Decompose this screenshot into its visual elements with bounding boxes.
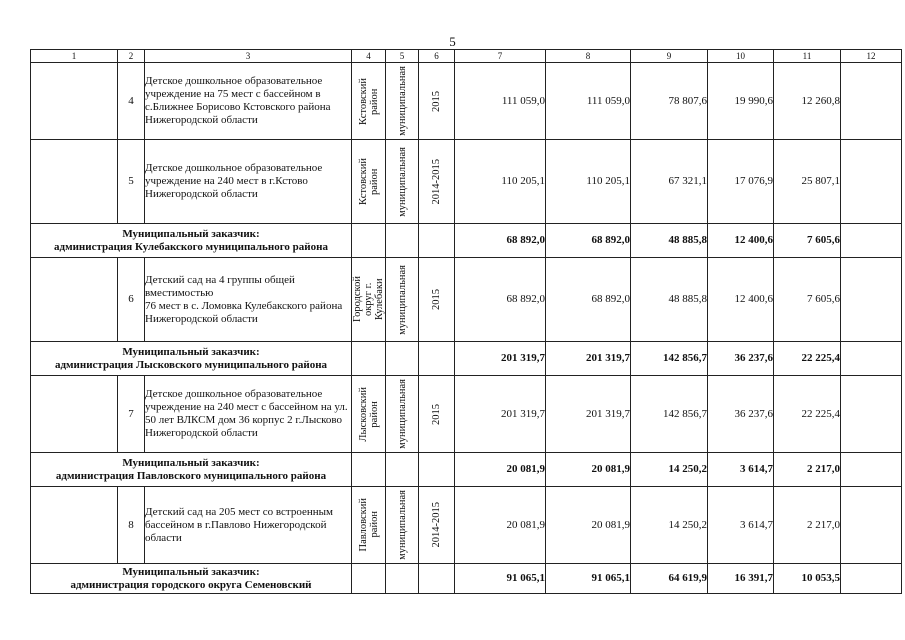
value-col10: 3 614,7: [708, 453, 774, 487]
district-cell: [352, 140, 386, 224]
value-col11: 2 217,0: [774, 487, 841, 564]
value-col10: 19 990,6: [708, 63, 774, 140]
value-col12: [841, 258, 902, 342]
column-number: 3: [145, 50, 352, 63]
object-name: Детский сад на 205 мест со встроенным бассейном в г.Павлово Нижегородской области: [145, 487, 352, 564]
value-col9: 142 856,7: [631, 376, 708, 453]
value-col12: [841, 487, 902, 564]
empty-cell: [386, 564, 419, 594]
value-col9: 48 885,8: [631, 258, 708, 342]
ownership-text: муниципальная: [396, 264, 408, 335]
empty-cell: [352, 564, 386, 594]
value-col8: 20 081,9: [546, 487, 631, 564]
years-cell: [419, 63, 455, 140]
value-col10: 12 400,6: [708, 224, 774, 258]
ownership-text: муниципальная: [396, 66, 408, 136]
empty-cell: [386, 342, 419, 376]
value-col11: 22 225,4: [774, 376, 841, 453]
value-col7: 68 892,0: [455, 258, 546, 342]
value-col8: 68 892,0: [546, 258, 631, 342]
row-number: 4: [118, 63, 145, 140]
years-cell: [419, 140, 455, 224]
client-label: [31, 453, 352, 487]
empty-cell: [31, 487, 118, 564]
client-name: администрация Кулебакского муниципального района: [54, 240, 328, 253]
empty-cell: [386, 224, 419, 258]
value-col7: 110 205,1: [455, 140, 546, 224]
column-number: 10: [708, 50, 774, 63]
value-col12: [841, 564, 902, 594]
district-text: Кстовский район: [357, 77, 380, 125]
value-col11: 12 260,8: [774, 63, 841, 140]
years-text: 2015: [431, 289, 442, 310]
ownership-cell: [386, 376, 419, 453]
column-number: 2: [118, 50, 145, 63]
ownership-cell: [386, 487, 419, 564]
years-text: 2015: [431, 403, 442, 425]
years-text: 2015: [431, 90, 442, 112]
client-heading: Муниципальный заказчик:: [122, 345, 260, 358]
budget-table: [30, 49, 902, 594]
value-col9: 142 856,7: [631, 342, 708, 376]
value-col11: 2 217,0: [774, 453, 841, 487]
page-number: 5: [449, 34, 456, 49]
value-col7: 68 892,0: [455, 224, 546, 258]
client-label: [31, 564, 352, 594]
value-col10: 36 237,6: [708, 342, 774, 376]
client-label: [31, 224, 352, 258]
years-text: 2014-2015: [431, 158, 442, 205]
table-row: [31, 140, 902, 224]
value-col9: 64 619,9: [631, 564, 708, 594]
row-number: 5: [118, 140, 145, 224]
value-col7: 111 059,0: [455, 63, 546, 140]
ownership-text: муниципальная: [396, 146, 408, 217]
district-cell: [352, 376, 386, 453]
value-col7: 20 081,9: [455, 453, 546, 487]
empty-cell: [352, 224, 386, 258]
column-number: 12: [841, 50, 902, 63]
value-col8: 111 059,0: [546, 63, 631, 140]
value-col10: 12 400,6: [708, 258, 774, 342]
empty-cell: [419, 342, 455, 376]
district-cell: [352, 63, 386, 140]
empty-cell: [386, 453, 419, 487]
client-heading: Муниципальный заказчик:: [122, 565, 260, 578]
empty-cell: [31, 140, 118, 224]
value-col11: 7 605,6: [774, 224, 841, 258]
value-col8: 91 065,1: [546, 564, 631, 594]
district-text: Лысковский район: [357, 386, 380, 442]
value-col9: 48 885,8: [631, 224, 708, 258]
value-col7: 20 081,9: [455, 487, 546, 564]
value-col12: [841, 63, 902, 140]
value-col11: 10 053,5: [774, 564, 841, 594]
value-col8: 201 319,7: [546, 342, 631, 376]
table-row: [31, 376, 902, 453]
years-text: 2014-2015: [431, 502, 442, 548]
object-name: Детское дошкольное образовательное учреждение на 75 мест с бассейном в с.Ближнее Борисово Кстовского района Нижегородской области: [145, 63, 352, 140]
column-number: 11: [774, 50, 841, 63]
column-number: 8: [546, 50, 631, 63]
value-col9: 14 250,2: [631, 453, 708, 487]
empty-cell: [31, 63, 118, 140]
district-text: Городской округ г. Кулебаки: [352, 276, 385, 323]
value-col12: [841, 342, 902, 376]
value-col10: 16 391,7: [708, 564, 774, 594]
value-col10: 17 076,9: [708, 140, 774, 224]
row-number: 6: [118, 258, 145, 342]
value-col11: 7 605,6: [774, 258, 841, 342]
value-col7: 201 319,7: [455, 342, 546, 376]
client-name: администрация Лысковского муниципального района: [54, 358, 328, 371]
empty-cell: [31, 258, 118, 342]
column-number: 9: [631, 50, 708, 63]
table-row: [31, 258, 902, 342]
value-col9: 67 321,1: [631, 140, 708, 224]
empty-cell: [352, 342, 386, 376]
client-label: [31, 342, 352, 376]
object-name: Детское дошкольное образовательное учреждение на 240 мест с бассейном на ул. 50 лет ВЛКСМ дом 36 корпус 2 г.Лысково Нижегородской области: [145, 376, 352, 453]
client-row: [31, 342, 902, 376]
empty-cell: [419, 564, 455, 594]
district-text: Павловский район: [357, 498, 380, 552]
years-cell: [419, 258, 455, 342]
empty-cell: [419, 224, 455, 258]
value-col12: [841, 140, 902, 224]
client-row: [31, 453, 902, 487]
value-col8: 110 205,1: [546, 140, 631, 224]
value-col7: 201 319,7: [455, 376, 546, 453]
client-heading: Муниципальный заказчик:: [122, 227, 260, 240]
value-col8: 68 892,0: [546, 224, 631, 258]
client-name: администрация Павловского муниципального района: [55, 469, 327, 482]
client-row: [31, 564, 902, 594]
value-col9: 78 807,6: [631, 63, 708, 140]
client-name: администрация городского округа Семеновский: [70, 578, 312, 591]
value-col7: 91 065,1: [455, 564, 546, 594]
client-heading: Муниципальный заказчик:: [122, 456, 260, 469]
row-number: 7: [118, 376, 145, 453]
column-number: 7: [455, 50, 546, 63]
value-col11: 22 225,4: [774, 342, 841, 376]
value-col10: 3 614,7: [708, 487, 774, 564]
district-cell: [352, 487, 386, 564]
column-number-row: [31, 50, 902, 63]
value-col11: 25 807,1: [774, 140, 841, 224]
column-number: 5: [386, 50, 419, 63]
ownership-cell: [386, 140, 419, 224]
value-col12: [841, 224, 902, 258]
value-col8: 20 081,9: [546, 453, 631, 487]
client-row: [31, 224, 902, 258]
column-number: 4: [352, 50, 386, 63]
empty-cell: [31, 376, 118, 453]
value-col12: [841, 376, 902, 453]
column-number: 6: [419, 50, 455, 63]
district-cell: [352, 258, 386, 342]
value-col9: 14 250,2: [631, 487, 708, 564]
years-cell: [419, 487, 455, 564]
ownership-cell: [386, 63, 419, 140]
table-row: [31, 487, 902, 564]
value-col10: 36 237,6: [708, 376, 774, 453]
ownership-text: муниципальная: [396, 379, 408, 449]
object-name: Детское дошкольное образовательное учреждение на 240 мест в г.Кстово Нижегородской области: [145, 140, 352, 224]
object-name: Детский сад на 4 группы общей вместимостью 76 мест в с. Ломовка Кулебакского района Нижегородской области: [145, 258, 352, 342]
ownership-cell: [386, 258, 419, 342]
column-number: 1: [31, 50, 118, 63]
district-text: Кстовский район: [357, 158, 380, 205]
years-cell: [419, 376, 455, 453]
value-col8: 201 319,7: [546, 376, 631, 453]
empty-cell: [419, 453, 455, 487]
empty-cell: [352, 453, 386, 487]
table-row: [31, 63, 902, 140]
ownership-text: муниципальная: [396, 490, 408, 560]
row-number: 8: [118, 487, 145, 564]
value-col12: [841, 453, 902, 487]
